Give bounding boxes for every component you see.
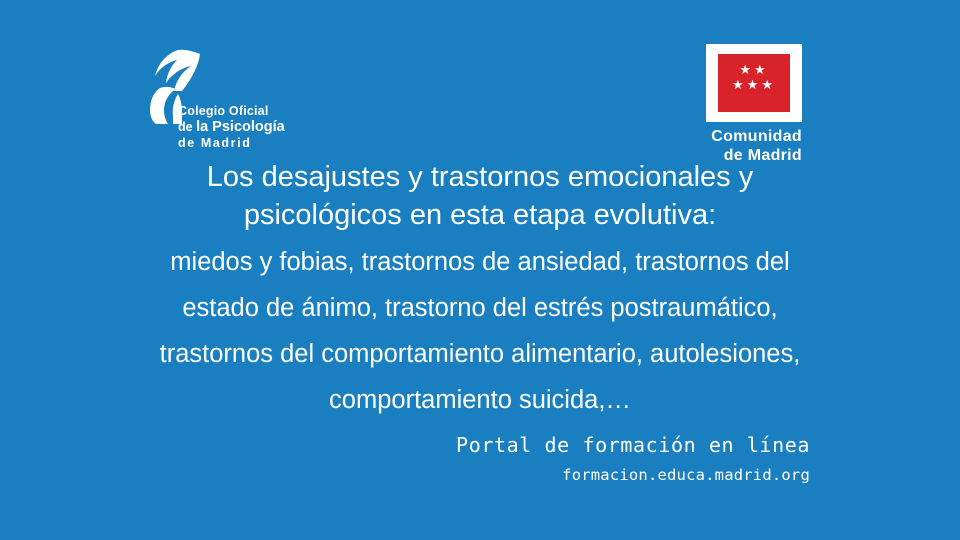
logo-row bbox=[0, 38, 960, 164]
comunidad-stars-row1: ★★ bbox=[739, 62, 769, 77]
title-sub-line1: miedos y fobias, trastornos de ansiedad, trastornos del bbox=[170, 247, 790, 276]
footer-portal-label: Portal de formación en línea bbox=[456, 433, 810, 457]
cop-logo-line3: de Madrid bbox=[178, 135, 252, 150]
slide-footer bbox=[456, 433, 810, 484]
footer-url: formacion.educa.madrid.org bbox=[562, 466, 810, 484]
comunidad-flag-icon bbox=[706, 44, 802, 122]
cop-logo-line1: Colegio Oficial bbox=[178, 104, 269, 118]
title-sub-line2: estado de ánimo, trastorno del estrés postraumático, bbox=[182, 293, 778, 322]
title-sub-line3: trastornos del comportamiento alimentario, autolesiones, bbox=[159, 340, 801, 369]
title-sub-line4: comportamiento suicida,… bbox=[329, 386, 631, 415]
cop-logo-line2 bbox=[178, 119, 328, 136]
comunidad-flag-field bbox=[718, 54, 790, 112]
title-main-line1: Los desajustes y trastornos emocionales y bbox=[206, 161, 754, 193]
colegio-oficial-psicologia-madrid-logo bbox=[138, 48, 328, 158]
cop-logo-line2-emphasis: la Psicología bbox=[196, 118, 285, 135]
slide-title-block bbox=[118, 158, 842, 420]
comunidad-logo-line1: Comunidad bbox=[711, 128, 802, 145]
comunidad-logo-line2: de Madrid bbox=[723, 146, 802, 164]
comunidad-stars-icon bbox=[718, 62, 790, 92]
cop-logo-text bbox=[178, 104, 328, 151]
title-main-line2: psicológicos en esta etapa evolutiva: bbox=[243, 199, 717, 232]
cop-logo-line2-prefix: de bbox=[178, 119, 197, 134]
comunidad-stars-row2: ★★★ bbox=[732, 77, 776, 92]
comunidad-de-madrid-logo bbox=[630, 44, 820, 164]
